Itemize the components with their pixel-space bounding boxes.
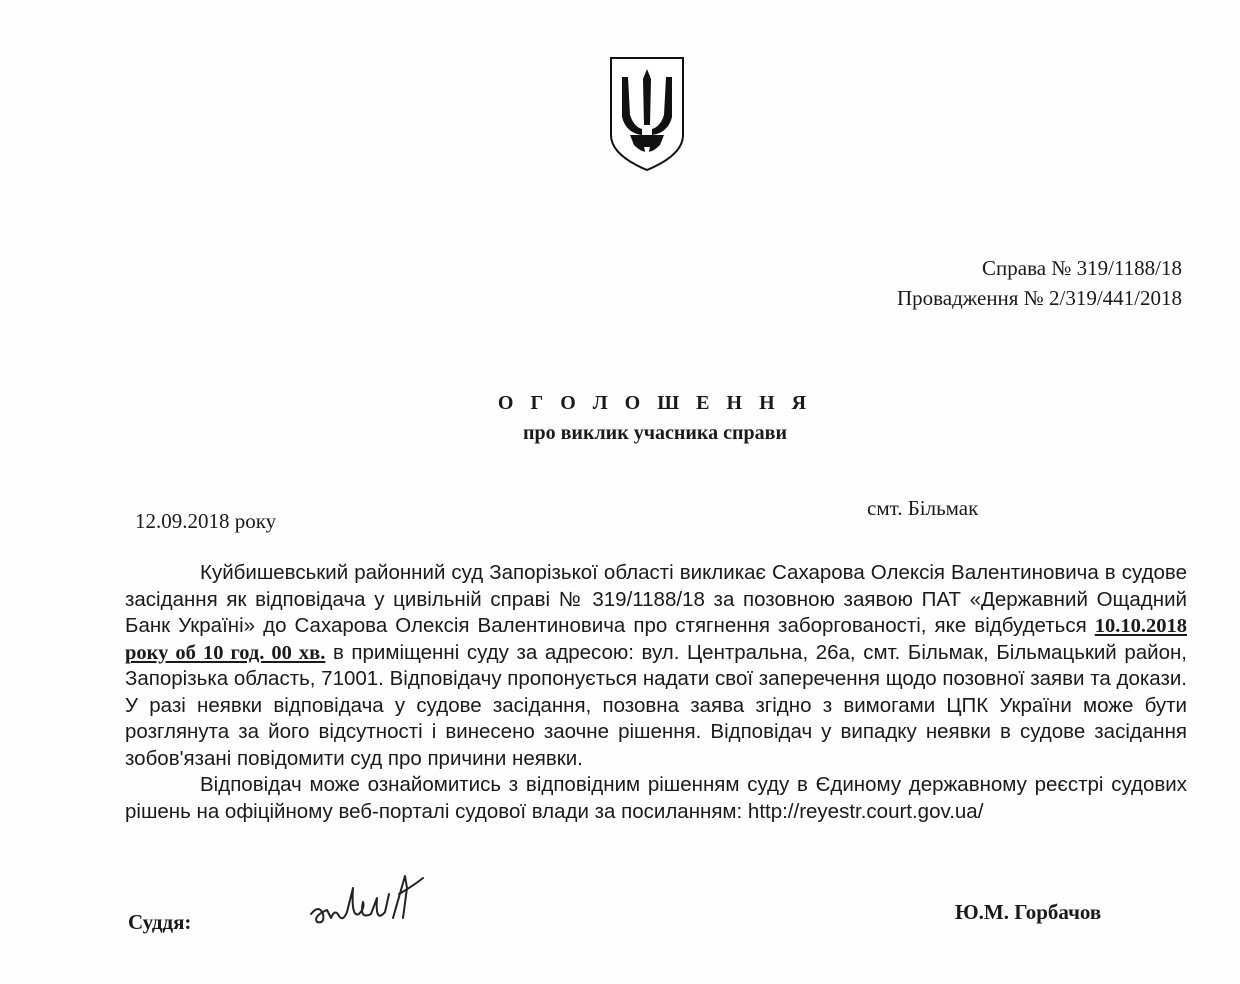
trident-coat-of-arms-icon [608,55,686,173]
case-number: Справа № 319/1188/18 [982,256,1182,280]
judge-label: Суддя: [128,910,192,934]
paragraph-summons [125,560,1187,772]
paragraph-registry: Відповідач може ознайомитись з відповідним рішенням суду в Єдиному державному реєстрі судових рішень на офіційному веб-порталі судової влади за посиланням: http://reyestr.court.gov.ua/ [125,773,1187,823]
document-place: смт. Більмак [867,496,979,520]
notice-title: О Г О Л О Ш Е Н Н Я [497,392,813,414]
hearing-datetime: 10.10.2018 року об 10 год. 00 хв. [125,615,1187,664]
summons-text-part2: в приміщенні суду за адресою: вул. Центральна, 26а, смт. Більмак, Більмацький район, Запорізька область, 71001. Відповідачу пропонується надати свої заперечення щодо позовної заяви та докази. У разі неявки відповідача у судове засідання, позовна заява згідно з вимогами ЦПК України може бути розглянута за його відсутності і винесено заочне рішення. Відповідач у випадку неявки в судове засідання зобов'язані повідомити суд про причини неявки. [125,640,1188,770]
case-reference [897,253,1182,313]
summons-text-part1: Куйбишевський районний суд Запорізької області викликає Сахарова Олексія Валентиновича в судове засідання як відповідача у цивільній справі № 319/1188/18 за позовною заявою ПАТ «Державний Ощадний Банк Україні» до Сахарова Олексія Валентиновича про стягнення заборгованості, яке відбудеться [125,561,1187,637]
notice-subtitle: про виклик учасника справи [522,422,788,444]
handwritten-signature [305,858,435,938]
document-date: 12.09.2018 року [135,509,277,533]
notice-body [125,560,1187,825]
proceeding-number: Провадження № 2/319/441/2018 [896,286,1182,310]
judge-name: Ю.М. Горбачов [955,900,1102,924]
